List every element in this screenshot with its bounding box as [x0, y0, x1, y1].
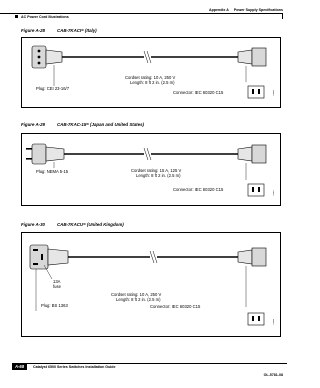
fuse-rating: 13A [53, 279, 61, 284]
figure-a30-box [21, 232, 281, 337]
cord-length: Length: 8 ft 2 in. (2.5 m) [130, 80, 175, 85]
pin [38, 50, 41, 53]
plug-label: Plug: NEMA 5-15 [36, 169, 69, 174]
figure-title: CAB-7KAC-15= (Japan and United States) [57, 122, 144, 127]
connector-body [252, 248, 266, 266]
figure-caption-a28 [21, 28, 97, 33]
rating-note [111, 292, 161, 302]
figure-caption-a29 [21, 122, 144, 127]
figure-id: 70086 [273, 90, 275, 97]
header-marker [15, 15, 18, 18]
plug-body [30, 245, 48, 269]
prong [41, 254, 43, 260]
connector-face-icon [248, 184, 264, 196]
header-subsection: AC Power Cord Illustrations [21, 15, 69, 19]
connector-boot [238, 250, 252, 264]
figure-number: Figure A-28 [21, 28, 45, 33]
cordset-rating: Cordset rating: 10 A, 250 V [125, 75, 176, 80]
figure-title: CAB-7KACI= (Italy) [57, 28, 97, 33]
running-header [209, 8, 283, 12]
connector-label: Connector: IEC 60320 C15 [150, 304, 201, 309]
page-number: A-68 [12, 364, 27, 370]
footer-rule [12, 363, 287, 364]
figure-title: CAB-7KACU= (United Kingdom) [57, 222, 124, 227]
figure-a28-box [21, 37, 281, 108]
prong [26, 158, 32, 160]
plug-body [32, 144, 46, 164]
connector-label: Connector: IEC 60320 C15 [173, 187, 224, 192]
figure-number: Figure A-30 [21, 222, 45, 227]
plug-boot [46, 147, 64, 161]
prong [33, 249, 38, 251]
plug-label: Plug: CEI 23-16/7 [36, 86, 70, 91]
figure-id: 70088 [273, 319, 275, 326]
connector-body [252, 48, 266, 66]
header-section: Power Supply Specifications [233, 8, 283, 12]
doc-number: OL-5781-08 [263, 373, 283, 377]
connector-body [252, 145, 266, 163]
guide-title: Catalyst 6500 Series Switches Installation Guide [33, 365, 116, 369]
header-appendix: Appendix A [209, 8, 229, 12]
header-tick [282, 14, 283, 19]
figure-id: 70087 [273, 190, 275, 197]
italy-power-cord-illustration [22, 38, 280, 107]
cordset-rating: Cordset rating: 10 A, 250 V [111, 292, 162, 297]
plug-label: Plug: BS 1363 [41, 303, 68, 308]
plug-boot [46, 50, 62, 64]
fuse-note [53, 279, 61, 289]
figure-a29-box [21, 133, 281, 206]
connector-face-icon [248, 313, 264, 325]
connector-boot [238, 147, 252, 161]
connector-face-icon [248, 86, 264, 98]
fuse-label: fuse [53, 284, 61, 289]
prong [33, 263, 38, 265]
pin [38, 62, 41, 65]
connector-boot [238, 50, 252, 64]
header-rule [0, 13, 283, 14]
rating-note [131, 168, 181, 178]
cord-length: Length: 8 ft 2 in. (2.5 m) [116, 297, 161, 302]
figure-caption-a30 [21, 222, 124, 227]
figure-number: Figure A-29 [21, 122, 45, 127]
prong [26, 148, 32, 150]
connector-label: Connector: IEC 60320 C15 [173, 90, 224, 95]
pin [38, 56, 41, 59]
cordset-rating: Cordset rating: 15 A, 125 V [131, 168, 182, 173]
cord-length: Length: 8 ft 2 in. (2.5 m) [136, 173, 181, 178]
rating-note [125, 75, 175, 85]
plug-boot [48, 249, 68, 265]
